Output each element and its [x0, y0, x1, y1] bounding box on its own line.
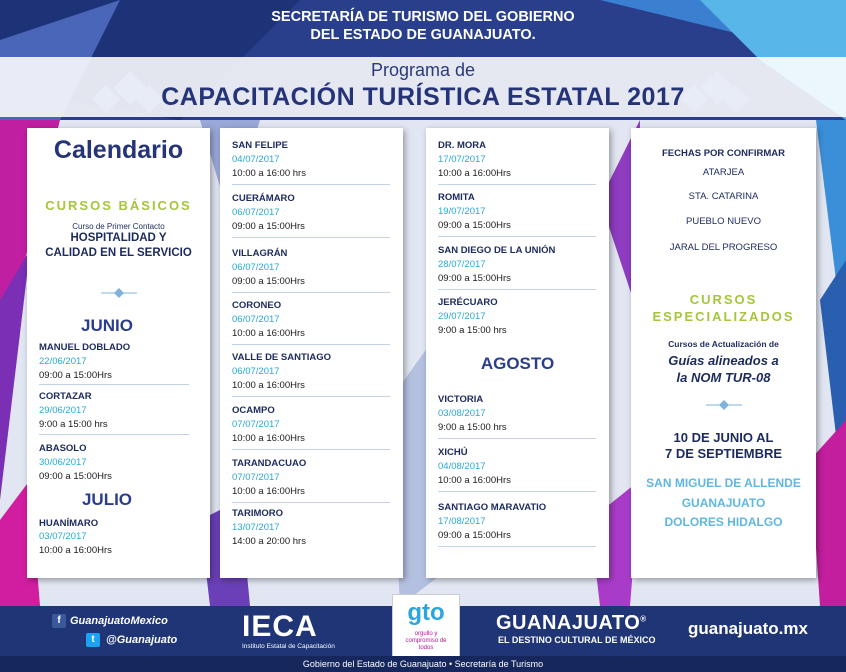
- schedule-town: OCAMPO: [232, 405, 275, 416]
- schedule-town: JERÉCUARO: [438, 297, 498, 308]
- ministry-line-1: SECRETARÍA DE TURISMO DEL GOBIERNO: [271, 9, 575, 25]
- ministry-line-2: DEL ESTADO DE GUANAJUATO.: [310, 27, 536, 43]
- divider: [438, 184, 596, 185]
- divider: [232, 184, 390, 185]
- june-time-1: 09:00 a 15:00Hrs: [39, 370, 112, 381]
- divider: [39, 434, 189, 435]
- schedule-time: 10:00 a 16:00Hrs: [438, 168, 511, 179]
- registered-mark: ®: [640, 614, 647, 624]
- calendar-card-4: [631, 128, 816, 578]
- schedule-time: 10:00 a 16:00Hrs: [232, 328, 305, 339]
- divider: [438, 438, 596, 439]
- special-courses-heading-2: ESPECIALIZADOS: [652, 309, 795, 324]
- month-june: JUNIO: [81, 316, 133, 335]
- ieca-logo: IECA: [242, 610, 318, 643]
- pending-title: FECHAS POR CONFIRMAR: [662, 148, 785, 159]
- schedule-town: SAN DIEGO DE LA UNIÓN: [438, 245, 556, 256]
- june-date-1: 22/06/2017: [39, 356, 87, 367]
- gto-logo: [392, 594, 460, 658]
- ieca-subtitle: Instituto Estatal de Capacitación: [242, 643, 335, 650]
- june-date-3: 30/06/2017: [39, 457, 87, 468]
- website-link[interactable]: guanajuato.mx: [688, 619, 808, 638]
- pending-town: ATARJEA: [702, 167, 745, 178]
- schedule-time: 10:00 a 16:00Hrs: [232, 486, 305, 497]
- schedule-town: VICTORIA: [438, 394, 484, 405]
- schedule-town: SANTIAGO MARAVATIO: [438, 502, 547, 513]
- update-course-line-1: Guías alineados a: [668, 353, 779, 368]
- calendar-card-2: [220, 128, 403, 578]
- schedule-date: 17/08/2017: [438, 516, 486, 527]
- city-3: DOLORES HIDALGO: [664, 515, 783, 529]
- basic-courses-heading: CURSOS BÁSICOS: [45, 198, 192, 213]
- calendar-card-1: [27, 128, 210, 578]
- schedule-time: 09:00 a 15:00Hrs: [438, 273, 511, 284]
- schedule-time: 10:00 a 16:00 hrs: [232, 168, 306, 179]
- schedule-town: CUERÁMARO: [232, 193, 295, 204]
- schedule-time: 9:00 a 15:00 hrs: [438, 325, 507, 336]
- facebook-handle[interactable]: GuanajuatoMexico: [70, 615, 168, 627]
- schedule-time: 10:00 a 16:00Hrs: [232, 380, 305, 391]
- schedule-town: VILLAGRÁN: [232, 248, 288, 259]
- divider: [232, 449, 390, 450]
- divider: [438, 491, 596, 492]
- schedule-time: 9:00 a 15:00 hrs: [438, 422, 507, 433]
- schedule-time: 09:00 a 15:00Hrs: [232, 276, 305, 287]
- divider: [438, 289, 596, 290]
- schedule-date: 19/07/2017: [438, 206, 486, 217]
- footer-bar: [0, 599, 846, 656]
- june-time-2: 9:00 a 15:00 hrs: [39, 419, 108, 430]
- june-town-3: ABASOLO: [39, 443, 87, 454]
- date-range-line-2: 7 DE SEPTIEMBRE: [664, 446, 783, 461]
- schedule-town: XICHÚ: [438, 447, 468, 458]
- schedule-time: 09:00 a 15:00Hrs: [438, 220, 511, 231]
- brand-tagline: EL DESTINO CULTURAL DE MÉXICO: [498, 635, 656, 645]
- divider: [232, 344, 390, 345]
- schedule-town: CORONEO: [232, 300, 282, 311]
- schedule-time: 14:00 a 20:00 hrs: [232, 536, 306, 547]
- divider: [232, 237, 390, 238]
- month-july: JULIO: [81, 490, 133, 509]
- schedule-date: 06/07/2017: [232, 366, 280, 377]
- pending-town: STA. CATARINA: [688, 191, 759, 202]
- twitter-icon[interactable]: t: [86, 633, 100, 647]
- july-time-1: 10:00 a 16:00Hrs: [39, 545, 112, 556]
- schedule-date: 17/07/2017: [438, 154, 486, 165]
- june-time-3: 09:00 a 15:00Hrs: [39, 471, 112, 482]
- schedule-date: 06/07/2017: [232, 207, 280, 218]
- divider: [438, 546, 596, 547]
- gto-logo-subtitle: orgullo y compromiso de todos: [405, 631, 447, 651]
- guanajuato-brand: [496, 612, 647, 635]
- city-1: SAN MIGUEL DE ALLENDE: [646, 476, 801, 490]
- divider: [39, 384, 189, 385]
- gto-logo-text: gto: [407, 599, 445, 626]
- ornament-icon: [101, 288, 137, 298]
- july-date-1: 03/07/2017: [39, 531, 87, 542]
- pending-town: PUEBLO NUEVO: [686, 216, 761, 227]
- course-name-line-1: HOSPITALIDAD Y: [70, 232, 167, 244]
- schedule-date: 06/07/2017: [232, 314, 280, 325]
- facebook-icon[interactable]: f: [52, 614, 66, 628]
- course-name-line-2: CALIDAD EN EL SERVICIO: [45, 247, 192, 259]
- schedule-date: 28/07/2017: [438, 259, 486, 270]
- schedule-time: 09:00 a 15:00Hrs: [232, 221, 305, 232]
- calendar-heading: Calendario: [53, 136, 184, 164]
- schedule-time: 10:00 a 16:00Hrs: [232, 433, 305, 444]
- schedule-town: TARANDACUAO: [232, 458, 307, 469]
- program-subtitle: Programa de: [370, 60, 476, 80]
- divider: [232, 502, 390, 503]
- schedule-town: SAN FELIPE: [232, 140, 288, 151]
- schedule-date: 13/07/2017: [232, 522, 280, 533]
- schedule-date: 07/07/2017: [232, 419, 280, 430]
- schedule-date: 04/08/2017: [438, 461, 486, 472]
- course-intro: Curso de Primer Contacto: [72, 222, 165, 231]
- june-date-2: 29/06/2017: [39, 405, 87, 416]
- schedule-date: 03/08/2017: [438, 408, 486, 419]
- schedule-town: TARIMORO: [232, 508, 284, 519]
- schedule-town: DR. MORA: [438, 140, 487, 151]
- program-title: CAPACITACIÓN TURÍSTICA ESTATAL 2017: [161, 83, 685, 111]
- twitter-handle[interactable]: @Guanajuato: [106, 634, 178, 646]
- footer-credit: Gobierno del Estado de Guanajuato • Secretaría de Turismo: [0, 656, 846, 672]
- ministry-heading: [0, 8, 846, 44]
- schedule-date: 04/07/2017: [232, 154, 280, 165]
- june-town-2: CORTAZAR: [39, 391, 92, 402]
- update-course-line-2: la NOM TUR-08: [676, 370, 771, 385]
- pending-town: JARAL DEL PROGRESO: [669, 242, 778, 253]
- city-2: GUANAJUATO: [681, 496, 766, 510]
- july-town-1: HUANÍMARO: [39, 518, 99, 529]
- month-august: AGOSTO: [480, 354, 555, 373]
- special-courses-heading-1: CURSOS: [689, 292, 758, 307]
- june-town-1: MANUEL DOBLADO: [39, 342, 131, 353]
- divider: [232, 292, 390, 293]
- schedule-time: 09:00 a 15:00Hrs: [438, 530, 511, 541]
- divider: [232, 396, 390, 397]
- schedule-time: 10:00 a 16:00Hrs: [438, 475, 511, 486]
- calendar-card-3: [426, 128, 609, 578]
- schedule-town: ROMITA: [438, 192, 475, 203]
- ornament-icon: [706, 400, 742, 410]
- schedule-date: 06/07/2017: [232, 262, 280, 273]
- update-intro: Cursos de Actualización de: [668, 339, 779, 349]
- schedule-date: 07/07/2017: [232, 472, 280, 483]
- schedule-town: VALLE DE SANTIAGO: [232, 352, 332, 363]
- guanajuato-brand-name: GUANAJUATO: [496, 612, 641, 634]
- date-range-line-1: 10 DE JUNIO AL: [673, 430, 774, 445]
- divider: [438, 236, 596, 237]
- schedule-date: 29/07/2017: [438, 311, 486, 322]
